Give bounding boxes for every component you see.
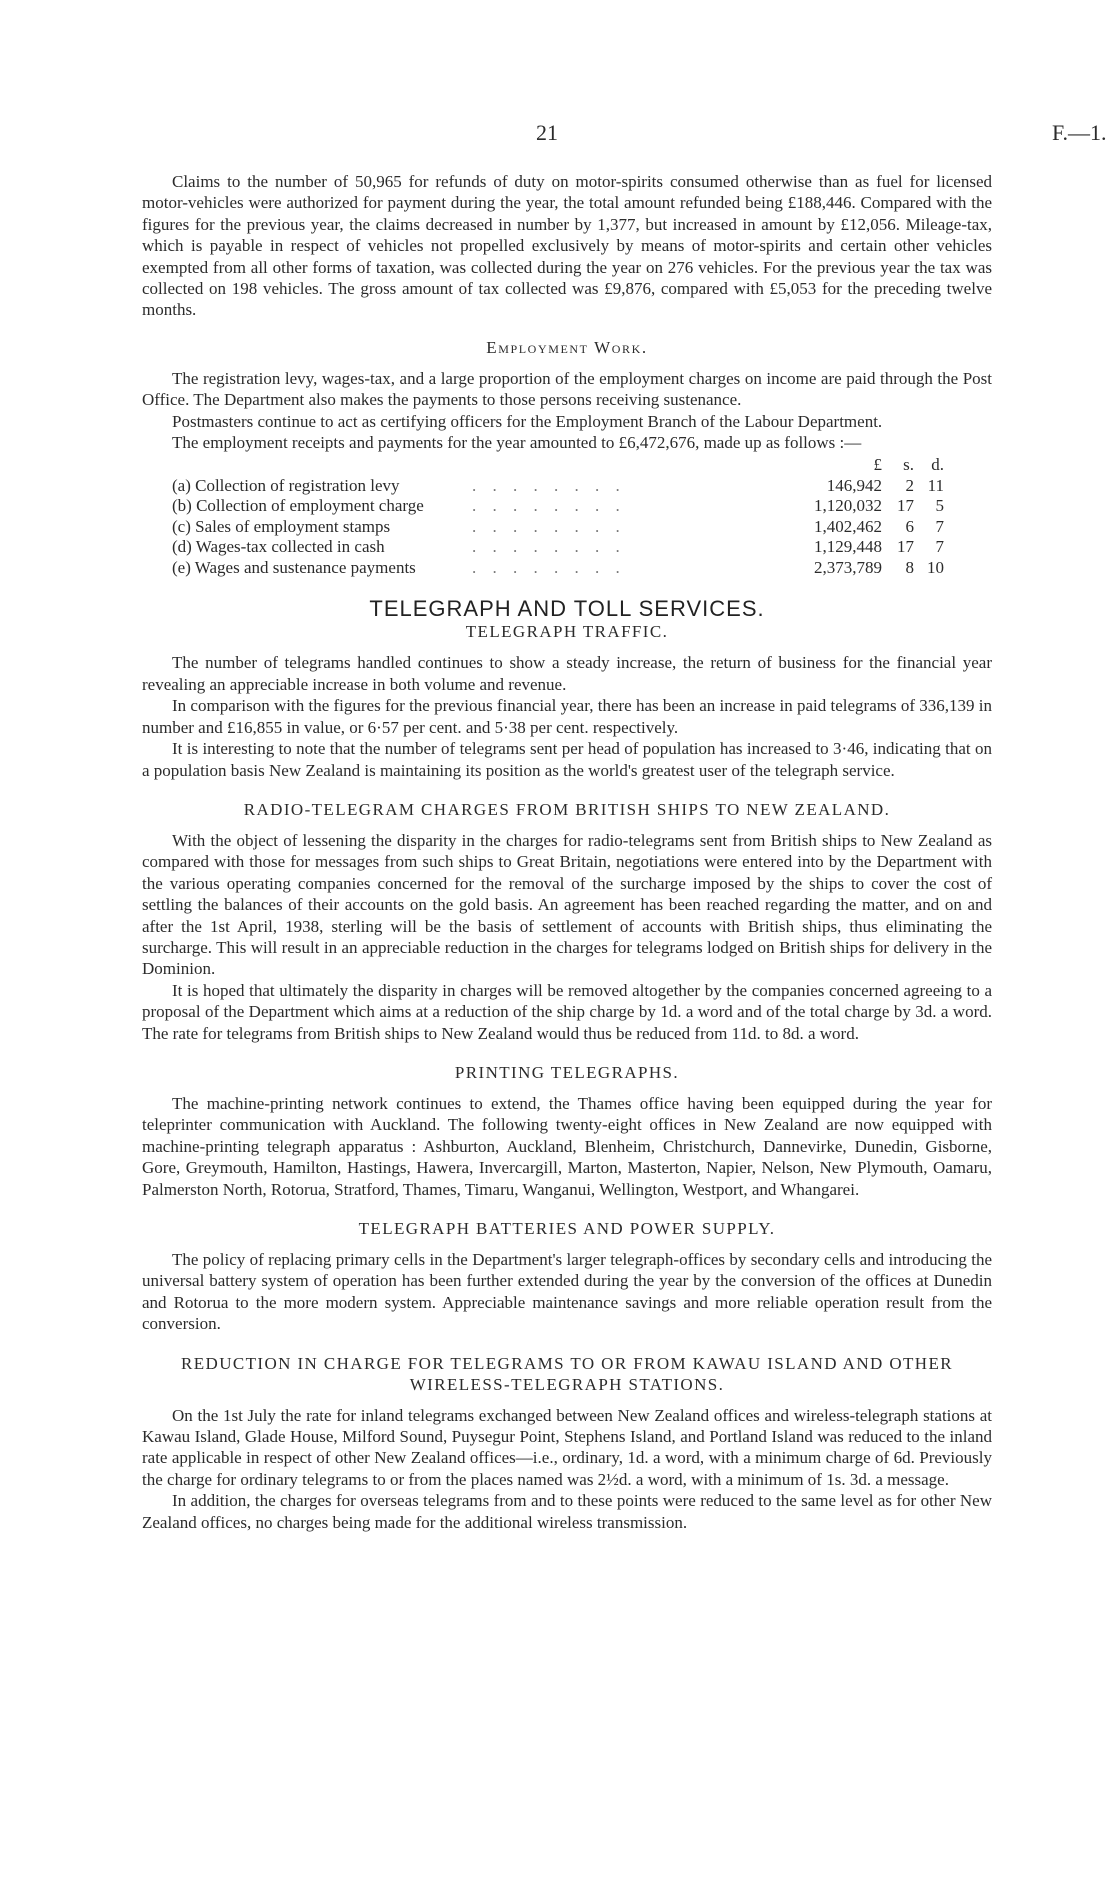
paragraph-traffic-3: It is interesting to note that the number of telegrams sent per head of population has increased to 3·46, indicating that on a population basis New Zealand is maintaining its position as the world's greatest user of the telegraph service. [142, 739, 992, 780]
pence-header: d. [931, 455, 944, 475]
text-column [142, 171, 992, 1533]
employment-table [172, 455, 944, 578]
paragraph-employment-3: The employment receipts and payments for the year amounted to £6,472,676, made up as follows :— [172, 433, 862, 453]
dot-leader: . . . . . . . . [472, 496, 626, 516]
pounds-value: 1,120,032 [814, 496, 882, 516]
table-row [172, 558, 944, 579]
pounds-value: 1,129,448 [814, 537, 882, 557]
shillings-value: 2 [905, 475, 914, 495]
pounds-header: £ [873, 455, 882, 475]
dot-leader: . . . . . . . . [472, 516, 626, 536]
paragraph-employment-2: Postmasters continue to act as certifying officers for the Employment Branch of the Labour Department. [172, 411, 883, 431]
dot-leader: . . . . . . . . [472, 557, 626, 577]
row-label: (c) Sales of employment stamps [172, 516, 391, 536]
pence-value: 7 [935, 516, 944, 536]
heading-telegraph-batteries: TELEGRAPH BATTERIES AND POWER SUPPLY. [358, 1219, 776, 1238]
paragraph-traffic-2: In comparison with the figures for the previous financial year, there has been an increase in paid telegrams of 336,139 in number and £16,855 in value, or 6·57 per cent. and 5·38 per cent. respectively. [142, 696, 992, 737]
paragraph-kawau-1: On the 1st July the rate for inland telegrams exchanged between New Zealand offices and wireless-telegraph stations at Kawau Island, Glade House, Milford Sound, Puysegur Point, Stephens Island, and Portland Island was reduced to the inland rate applicable in respect of other New Zealand offices—i.e., ordinary, 1d. a word, with a minimum charge of 6d. Previously the charge for ordinary telegrams to or from the places named was 2½d. a word, with a minimum of 1s. 3d. a message. [142, 1405, 992, 1489]
paragraph-traffic-1: The number of telegrams handled continues to show a steady increase, the return of business for the financial year revealing an appreciable increase in both volume and revenue. [142, 653, 992, 694]
paragraph-radio-1: With the object of lessening the disparity in the charges for radio-telegrams sent from British ships to New Zealand as compared with those for messages from such ships to Great Britain, negotiations were entered into by the Department with the various operating companies concerned for the removal of the surcharge imposed by the ships to cover the cost of settling the balances of their accounts on the gold basis. An agreement has been reached regarding the matter, and on and after the 1st April, 1938, sterling will be the basis of settlement of accounts with British ships, thus eliminating the surcharge. This will result in an appreciable reduction in the charges for telegrams lodged on British ships for delivery in the Dominion. [142, 830, 992, 979]
heading-kawau-island-reduction: REDUCTION IN CHARGE FOR TELEGRAMS TO OR FROM KAWAU ISLAND AND OTHER WIRELESS-TELEGRAPH STATIONS. [181, 1353, 953, 1394]
table-row [172, 476, 944, 497]
heading-printing-telegraphs: PRINTING TELEGRAPHS. [454, 1062, 680, 1082]
paragraph-radio-2: It is hoped that ultimately the disparity in charges will be removed altogether by the companies concerned agreeing to a proposal of the Department which aims at a reduction of the ship charge by 1d. a word and of the total charge by 3d. a word. The rate for telegrams from British ships to New Zealand would thus be reduced from 11d. to 8d. a word. [142, 980, 992, 1043]
table-row [172, 517, 944, 538]
page-number: 21 [536, 120, 558, 145]
dot-leader: . . . . . . . . [472, 475, 626, 495]
shillings-header: s. [903, 455, 914, 475]
dot-leader: . . . . . . . . [472, 537, 626, 557]
shillings-value: 17 [897, 496, 914, 516]
shillings-value: 17 [897, 537, 914, 557]
currency-header-row [172, 455, 944, 476]
paragraph-claims: Claims to the number of 50,965 for refunds of duty on motor-spirits consumed otherwise than as fuel for licensed motor-vehicles were authorized for payment during the year, the total amount refunded being £188,446. Compared with the figures for the previous year, the claims decreased in number by 1,377, but increased in amount by £12,056. Mileage-tax, which is payable in respect of vehicles not propelled exclusively by means of motor-spirits and certain other vehicles exempted from all other forms of taxation, was collected during the year on 276 vehicles. For the previous year the tax was collected on 198 vehicles. The gross amount of tax collected was £9,876, compared with £5,053 for the preceding twelve months. [142, 172, 992, 320]
pence-value: 11 [927, 475, 944, 495]
heading-radio-telegram-charges: RADIO-TELEGRAM CHARGES FROM BRITISH SHIPS TO NEW ZEALAND. [243, 799, 891, 819]
heading-telegraph-traffic: TELEGRAPH TRAFFIC. [465, 622, 669, 642]
row-label: (a) Collection of registration levy [172, 475, 400, 495]
pounds-value: 2,373,789 [814, 557, 882, 577]
pence-value: 7 [935, 537, 944, 557]
shillings-value: 6 [905, 516, 914, 536]
shillings-value: 8 [905, 557, 914, 577]
row-label: (d) Wages-tax collected in cash [172, 537, 385, 557]
report-code: F.—1. [1052, 120, 1107, 145]
heading-employment-work: Employment Work. [486, 337, 648, 357]
pounds-value: 1,402,462 [814, 516, 882, 536]
heading-telegraph-and-toll-services: TELEGRAPH AND TOLL SERVICES. [369, 596, 765, 622]
paragraph-printing-1: The machine-printing network continues to extend, the Thames office having been equipped during the year for teleprinter communication with Auckland. The following twenty-eight offices in New Zealand are now equipped with machine-printing telegraph apparatus : Ashburton, Auckland, Blenheim, Christchurch, Dannevirke, Dunedin, Gisborne, Gore, Greymouth, Hamilton, Hastings, Hawera, Invercargill, Marton, Masterton, Napier, Nelson, New Plymouth, Oamaru, Palmerston North, Rotorua, Stratford, Thames, Timaru, Wanganui, Wellington, Westport, and Whangarei. [142, 1093, 992, 1199]
pounds-value: 146,942 [826, 475, 882, 495]
table-row [172, 496, 944, 517]
pence-value: 5 [935, 496, 944, 516]
table-row [172, 537, 944, 558]
row-label: (b) Collection of employment charge [172, 496, 424, 516]
paragraph-batteries-1: The policy of replacing primary cells in the Department's larger telegraph-offices by secondary cells and introducing the universal battery system of operation has been further extended during the year by the conversion of the offices at Dunedin and Rotorua to the more modern system. Appreciable maintenance savings and more reliable operation result from the conversion. [142, 1250, 992, 1334]
pence-value: 10 [927, 557, 944, 577]
paragraph-kawau-2: In addition, the charges for overseas telegrams from and to these points were reduced to the same level as for other New Zealand offices, no charges being made for the additional wireless transmission. [142, 1491, 992, 1532]
row-label: (e) Wages and sustenance payments [172, 557, 416, 577]
paragraph-employment-1: The registration levy, wages-tax, and a large proportion of the employment charges on income are paid through the Post Office. The Department also makes the payments to those persons receiving sustenance. [142, 368, 992, 410]
